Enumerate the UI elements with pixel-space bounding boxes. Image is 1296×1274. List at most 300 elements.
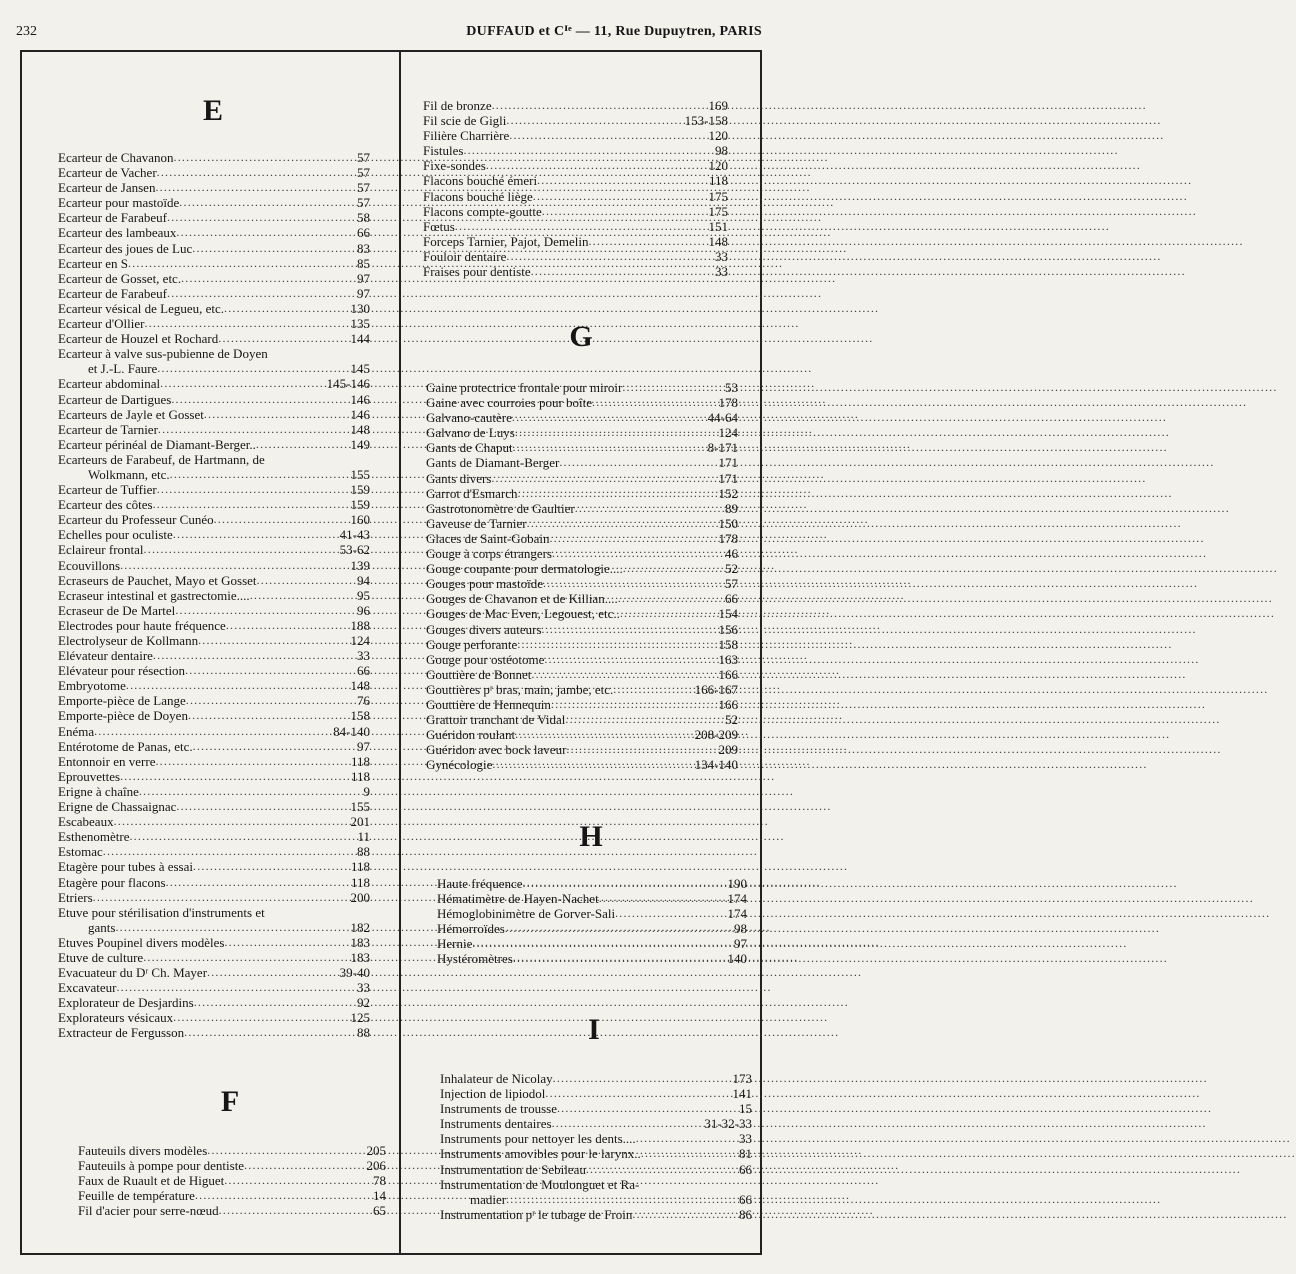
index-entry xyxy=(58,497,370,512)
leader-dots xyxy=(170,467,348,482)
index-entry-label: Instruments dentaires xyxy=(440,1116,552,1132)
index-entry-page: 171 xyxy=(718,470,738,486)
section-g-list xyxy=(426,380,738,772)
index-entry xyxy=(440,1101,752,1116)
index-entry-page: 183 xyxy=(350,934,370,950)
index-entry xyxy=(58,995,370,1010)
leader-dots xyxy=(188,708,348,723)
index-entry-page: 153-158 xyxy=(684,113,728,129)
leader-dots xyxy=(518,486,716,501)
leader-dots xyxy=(492,757,691,772)
index-entry-page: 150 xyxy=(718,515,738,531)
index-entry xyxy=(58,965,370,980)
index-entry xyxy=(58,165,370,180)
index-entry-label: Fil de bronze xyxy=(423,98,492,113)
index-entry-label: Echelles pour oculiste xyxy=(58,527,173,543)
index-entry xyxy=(58,890,370,905)
index-entry-page: 146 xyxy=(350,391,370,407)
index-entry xyxy=(78,1173,386,1188)
index-entry-label: Eclaireur frontal xyxy=(58,542,144,558)
index-entry-label: Hystéromètres xyxy=(437,951,513,967)
index-entry-label: Gouges divers auteurs xyxy=(426,621,542,637)
index-entry-label: Ecarteur de Dartigues xyxy=(58,391,172,407)
index-entry-label: Extracteur de Fergusson xyxy=(58,1025,185,1041)
index-entry xyxy=(58,1025,370,1040)
index-entry-page: 66 xyxy=(357,663,370,679)
index-entry-page: 124 xyxy=(350,633,370,648)
index-entry-label: Gouges de Chavanon et de Killian.... xyxy=(426,591,618,607)
index-entry-page: 166 xyxy=(718,666,738,682)
index-entry-page: 9 xyxy=(363,783,370,799)
leader-dots xyxy=(544,652,715,667)
index-entry-page: 174 xyxy=(727,906,747,922)
index-entry-page: 57 xyxy=(357,165,370,181)
leader-dots xyxy=(94,724,330,739)
index-entry-label: Ecarteur de Farabeuf xyxy=(58,210,167,226)
index-entry-page: 98 xyxy=(715,143,728,159)
index-entry-page: 130 xyxy=(350,300,370,316)
leader-dots xyxy=(531,667,715,682)
index-entry-label: Haute fréquence xyxy=(437,876,523,891)
index-entry-page: 84-140 xyxy=(333,723,370,739)
leader-dots xyxy=(486,158,706,173)
index-entry xyxy=(440,1207,752,1222)
leader-dots xyxy=(224,935,347,950)
index-entry-page: 120 xyxy=(708,128,728,144)
index-entry-label: Excavateur xyxy=(58,980,117,996)
index-entry-label: Entonnoir en verre xyxy=(58,753,156,769)
index-entry xyxy=(440,1192,752,1207)
index-entry-page: 118 xyxy=(350,874,370,890)
index-entry xyxy=(437,936,747,951)
index-entry-continuation: madier xyxy=(470,1191,507,1207)
leader-dots xyxy=(218,331,347,346)
index-entry xyxy=(426,727,738,742)
index-entry-label: Ecarteur vésical de Legueu, etc. xyxy=(58,300,225,316)
index-entry-page: 149 xyxy=(350,436,370,452)
index-entry-label: Evacuateur du Dʳ Ch. Mayer xyxy=(58,965,208,981)
leader-dots xyxy=(181,271,354,286)
index-entry-label: Ecarteur abdominal xyxy=(58,376,161,392)
index-entry-page: 155 xyxy=(350,799,370,815)
index-entry-label: Instruments amovibles pour le larynx.. xyxy=(440,1146,641,1162)
index-entry xyxy=(426,652,738,667)
index-entry-label: Ecarteur du Professeur Cunéo xyxy=(58,512,214,528)
leader-dots xyxy=(613,682,691,697)
index-entry-label: Fauteuils à pompe pour dentiste xyxy=(78,1158,245,1174)
leader-dots xyxy=(505,921,731,936)
index-entry xyxy=(58,256,370,271)
index-entry-label: Ecarteurs de Jayle et Gosset xyxy=(58,406,204,422)
index-entry-page: 118 xyxy=(708,173,728,189)
leader-dots xyxy=(157,482,348,497)
leader-dots xyxy=(537,173,706,188)
index-entry-label: Instrumentation de Sebileau xyxy=(440,1161,586,1177)
index-entry xyxy=(426,606,738,621)
index-entry-label: Gaine avec courroies pour boîte xyxy=(426,395,593,411)
index-entry xyxy=(437,876,747,891)
index-entry xyxy=(58,467,370,482)
section-i-list xyxy=(440,1071,752,1222)
index-entry-page: 94 xyxy=(357,572,370,588)
index-entry xyxy=(440,1146,752,1161)
leader-dots xyxy=(166,875,348,890)
leader-dots xyxy=(103,844,354,859)
index-entry-continuation: et J.-L. Faure xyxy=(88,361,158,377)
index-entry-label: Ecarteur de Tuffier xyxy=(58,482,157,498)
leader-dots xyxy=(472,936,731,951)
index-entry-page: 66 xyxy=(739,1191,752,1207)
index-entry xyxy=(440,1071,752,1086)
index-entry-page: 96 xyxy=(357,602,370,618)
leader-dots xyxy=(257,573,354,588)
index-entry xyxy=(58,663,370,678)
leader-dots xyxy=(506,113,681,128)
leader-dots xyxy=(193,859,348,874)
leader-dots xyxy=(588,234,705,249)
index-entry-label: Ecarteur des lambeaux xyxy=(58,225,177,241)
index-entry-page: 175 xyxy=(708,203,728,219)
section-e-list xyxy=(58,150,370,1041)
index-entry-label: Ecarteur de Jansen xyxy=(58,180,156,196)
index-entry xyxy=(58,437,370,452)
leader-dots xyxy=(620,606,716,621)
leader-dots xyxy=(622,380,722,395)
index-entry xyxy=(58,693,370,708)
index-entry-label: Embryotome xyxy=(58,678,126,694)
index-entry-label: Etagère pour tubes à essai xyxy=(58,859,194,875)
section-f-list-left xyxy=(78,1143,386,1218)
index-entry-label: Ecouvillons xyxy=(58,557,121,573)
index-entry-label: Faux de Ruault et de Higuet xyxy=(78,1173,225,1189)
index-entry-page: 205 xyxy=(366,1143,386,1158)
index-entry-label: Gants de Diamant-Berger xyxy=(426,455,560,471)
index-entry-label: Etriers xyxy=(58,889,93,905)
leader-dots xyxy=(171,392,347,407)
index-entry-label: Garrot d'Esmarch xyxy=(426,485,518,501)
index-entry xyxy=(426,622,738,637)
section-letter-g: G xyxy=(569,320,593,353)
index-entry-page: 148 xyxy=(350,421,370,437)
index-entry-label: Fil d'acier pour serre-nœud xyxy=(78,1203,219,1219)
leader-dots xyxy=(553,1071,730,1086)
leader-dots xyxy=(527,516,716,531)
index-entry-page: 33 xyxy=(739,1131,752,1147)
index-entry xyxy=(426,637,738,652)
index-entry xyxy=(58,588,370,603)
index-entry-page: 31-32-33 xyxy=(704,1116,752,1132)
index-entry-page: 97 xyxy=(357,738,370,754)
index-entry xyxy=(58,875,370,890)
index-entry-label: Injection de lipiodol xyxy=(440,1086,546,1102)
index-entry xyxy=(426,501,738,516)
leader-dots xyxy=(575,501,722,516)
leader-dots xyxy=(517,637,715,652)
index-entry xyxy=(58,859,370,874)
index-entry-page: 88 xyxy=(357,844,370,860)
index-entry xyxy=(58,271,370,286)
index-entry-label: Hématimètre de Hayen-Nachet xyxy=(437,891,599,907)
index-entry-page: 120 xyxy=(708,158,728,174)
index-entry xyxy=(58,392,370,407)
index-entry-page: 154 xyxy=(718,606,738,622)
leader-dots xyxy=(586,1162,736,1177)
leader-dots xyxy=(120,769,348,784)
index-entry-page: 88 xyxy=(357,1025,370,1041)
index-entry xyxy=(58,331,370,346)
index-entry-label: Erigne de Chassaignac xyxy=(58,799,177,815)
index-entry xyxy=(58,769,370,784)
leader-dots xyxy=(623,561,722,576)
index-entry xyxy=(58,1010,370,1025)
index-entry-page: 200 xyxy=(350,889,370,905)
leader-dots xyxy=(455,219,706,234)
index-entry xyxy=(58,512,370,527)
index-entry-label: Ecarteur à valve sus-pubienne de Doyen xyxy=(58,346,268,362)
index-entry-label: Filière Charrière xyxy=(423,128,510,144)
section-letter-f: F xyxy=(220,1085,240,1118)
leader-dots xyxy=(506,1192,736,1207)
index-entry-page: 144 xyxy=(350,331,370,347)
leader-dots xyxy=(542,622,716,637)
leader-dots xyxy=(128,256,354,271)
section-f-list-right xyxy=(423,98,728,279)
index-entry xyxy=(58,799,370,814)
section-letter-h: H xyxy=(579,820,603,853)
index-entry-page: 139 xyxy=(350,557,370,573)
leader-dots xyxy=(207,1143,363,1158)
index-entry-label: Glaces de Saint-Gobain xyxy=(426,530,550,546)
index-entry-page: 158 xyxy=(350,708,370,724)
index-entry xyxy=(426,486,738,501)
leader-dots xyxy=(551,697,716,712)
index-entry xyxy=(58,527,370,542)
index-entry-page: 52 xyxy=(725,561,738,577)
leader-dots xyxy=(157,165,354,180)
index-entry-page: 78 xyxy=(373,1173,386,1189)
index-entry-page: 44-64 xyxy=(707,410,738,426)
index-entry-page: 178 xyxy=(718,395,738,411)
index-entry-label: Fraises pour dentiste xyxy=(423,264,531,280)
leader-dots xyxy=(176,225,354,240)
index-entry-page: 134-140 xyxy=(694,757,738,773)
index-entry-label: Instrumentation pʳ le tubage de Froin xyxy=(440,1206,633,1222)
index-entry xyxy=(58,422,370,437)
leader-dots xyxy=(193,739,354,754)
leader-dots xyxy=(552,546,722,561)
index-entry-page: 66 xyxy=(725,591,738,607)
index-entry-page: 14 xyxy=(373,1188,386,1204)
index-entry xyxy=(58,935,370,950)
index-entry-page: 46 xyxy=(725,546,738,562)
index-entry-label: Gaveuse de Tarnier xyxy=(426,515,527,531)
index-entry xyxy=(58,361,370,376)
index-entry xyxy=(58,618,370,633)
index-entry-label: Ecarteur en S xyxy=(58,255,129,271)
index-entry-label: Hémorroïdes xyxy=(437,921,505,937)
index-entry-label: Forceps Tarnier, Pajot, Demelin xyxy=(423,233,589,249)
leader-dots xyxy=(174,150,354,165)
index-entry-page: 57 xyxy=(357,150,370,165)
index-entry-label: Feuille de température xyxy=(78,1188,195,1204)
index-entry-page: 33 xyxy=(715,264,728,280)
index-entry xyxy=(58,210,370,225)
leader-dots xyxy=(114,814,348,829)
leader-dots xyxy=(513,951,725,966)
index-entry-label: Fil scie de Gigli xyxy=(423,113,507,129)
index-entry-label: Flacons bouché émeri xyxy=(423,173,538,189)
leader-dots xyxy=(207,965,337,980)
index-entry-label: Grattoir tranchant de Vidal xyxy=(426,712,566,728)
leader-dots xyxy=(184,1025,354,1040)
index-entry xyxy=(426,757,738,772)
index-entry xyxy=(58,301,370,316)
index-entry-label: Etuve de culture xyxy=(58,949,144,965)
index-entry-page: 156 xyxy=(718,621,738,637)
index-entry xyxy=(58,558,370,573)
index-entry xyxy=(58,724,370,739)
index-entry xyxy=(437,906,747,921)
index-entry-label: Ecraseur intestinal et gastrectomie.... xyxy=(58,587,250,603)
leader-dots xyxy=(175,603,354,618)
index-entry-page: 159 xyxy=(350,497,370,513)
index-entry xyxy=(58,542,370,557)
index-entry xyxy=(426,561,738,576)
index-entry-label: Gaine protectrice frontale pour miroir xyxy=(426,380,623,395)
index-entry-page: 146 xyxy=(350,406,370,422)
index-entry-page: 145-146 xyxy=(326,376,370,392)
index-entry-label: Ecarteur pour mastoïde xyxy=(58,195,180,211)
index-entry xyxy=(58,784,370,799)
index-entry-label: Elévateur dentaire xyxy=(58,648,153,664)
index-entry xyxy=(58,180,370,195)
index-entry xyxy=(58,195,370,210)
index-entry xyxy=(58,633,370,648)
index-entry-label: Ecarteur de Tarnier xyxy=(58,421,158,437)
index-entry-label: Explorateur de Desjardins xyxy=(58,995,194,1011)
leader-dots xyxy=(491,471,715,486)
index-entry-page: 208-209 xyxy=(694,727,738,743)
index-entry xyxy=(58,316,370,331)
index-entry-page: 86 xyxy=(739,1206,752,1222)
index-entry-page: 158 xyxy=(718,636,738,652)
index-entry-page: 81 xyxy=(739,1146,752,1162)
index-entry xyxy=(58,950,370,965)
leader-dots xyxy=(559,455,715,470)
index-entry-label: Esthenomètre xyxy=(58,829,130,845)
index-entry-page: 83 xyxy=(357,240,370,256)
leader-dots xyxy=(194,995,354,1010)
index-entry-page: 166 xyxy=(718,696,738,712)
index-entry xyxy=(58,739,370,754)
index-entry-continuation: gants xyxy=(88,919,116,935)
index-entry-label: Gouge coupante pour dermatologie.... xyxy=(426,561,623,577)
index-entry-label: Gastrotonomètre de Gaultier xyxy=(426,500,575,516)
index-entry-page: 173 xyxy=(732,1071,752,1086)
index-entry-label: Inhalateur de Nicolay xyxy=(440,1071,553,1086)
leader-dots xyxy=(523,876,725,891)
index-entry-page: 145 xyxy=(350,361,370,377)
leader-dots xyxy=(549,531,715,546)
index-entry-label: Gynécologie xyxy=(426,757,493,773)
index-entry-label: Gants de Chaput xyxy=(426,440,513,456)
index-entry xyxy=(437,891,747,906)
index-entry xyxy=(58,648,370,663)
leader-dots xyxy=(566,742,715,757)
index-entry xyxy=(58,482,370,497)
index-entry-page: 155 xyxy=(350,466,370,482)
leader-dots xyxy=(224,301,347,316)
index-entry-page: 97 xyxy=(357,285,370,301)
index-entry xyxy=(58,573,370,588)
leader-dots xyxy=(176,799,347,814)
index-entry-label: Electrolyseur de Kollmann xyxy=(58,633,199,648)
index-entry-page: 98 xyxy=(734,921,747,937)
index-entry-label: Fixe-sondes xyxy=(423,158,486,174)
index-entry-page: 209 xyxy=(718,742,738,758)
index-entry xyxy=(440,1086,752,1101)
leader-dots xyxy=(144,542,337,557)
index-entry-page: 97 xyxy=(357,270,370,286)
index-entry-page: 151 xyxy=(708,218,728,234)
running-head: DUFFAUD et Cᴵᵉ — 11, Rue Dupuytren, PARIS xyxy=(466,24,762,39)
index-entry-page: 57 xyxy=(357,195,370,211)
index-entry xyxy=(426,531,738,546)
section-letter-i: I xyxy=(588,1013,600,1046)
index-entry-label: Enéma xyxy=(58,723,95,739)
index-entry-page: 178 xyxy=(718,530,738,546)
index-entry-label: Ecraseur de De Martel xyxy=(58,602,176,618)
index-entry xyxy=(58,920,370,935)
index-entry-page: 58 xyxy=(357,210,370,226)
index-entry-page: 97 xyxy=(734,936,747,952)
index-entry xyxy=(423,189,728,204)
index-entry xyxy=(426,712,738,727)
index-entry-label: Etuve pour stérilisation d'instruments et xyxy=(58,904,265,920)
index-entry-label: Guéridon roulant xyxy=(426,727,516,743)
leader-dots xyxy=(463,143,712,158)
leader-dots xyxy=(155,754,348,769)
index-entry-label: Emporte-pièce de Lange xyxy=(58,693,186,709)
index-entry-page: 190 xyxy=(727,876,747,891)
index-entry-page: 163 xyxy=(718,651,738,667)
leader-dots xyxy=(615,906,724,921)
index-entry xyxy=(426,742,738,757)
index-entry xyxy=(423,158,728,173)
leader-dots xyxy=(552,1116,702,1131)
leader-dots xyxy=(512,410,705,425)
index-entry-page: 8-171 xyxy=(707,440,738,456)
index-entry-page: 183 xyxy=(350,949,370,965)
leader-dots xyxy=(116,980,354,995)
index-entry-page: 188 xyxy=(350,617,370,633)
index-entry xyxy=(426,576,738,591)
index-entry xyxy=(58,376,370,391)
index-entry-label: Ecarteur périnéal de Diamant-Berger.. xyxy=(58,436,256,452)
index-entry-label: Ecarteurs de Farabeuf, de Hartmann, de xyxy=(58,451,265,467)
index-entry-label: Fistules xyxy=(423,143,464,159)
leader-dots xyxy=(153,497,348,512)
index-entry-label: Etuves Poupinel divers modèles xyxy=(58,934,225,950)
index-entry xyxy=(423,143,728,158)
index-entry-page: 53 xyxy=(725,380,738,395)
leader-dots xyxy=(214,512,348,527)
index-entry-page: 141 xyxy=(732,1086,752,1102)
leader-dots xyxy=(115,920,347,935)
index-entry-label: Gouges pour mastoïde xyxy=(426,576,543,592)
leader-dots xyxy=(160,376,324,391)
index-entry-label: Ecarteur de Vacher xyxy=(58,165,157,181)
